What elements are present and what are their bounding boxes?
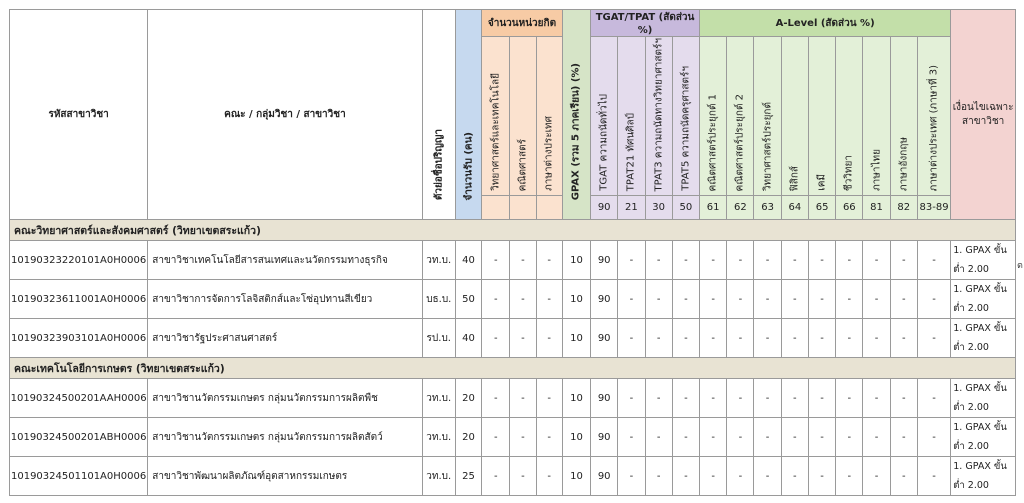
alevel-cell: -	[700, 379, 727, 418]
program-code: 10190323903101A0H0006	[10, 319, 148, 358]
alevel-cell: -	[808, 280, 835, 319]
alevel-cell: -	[890, 457, 917, 496]
header-unit-science: วิทยาศาสตร์และเทคโนโลยี	[482, 37, 510, 196]
condition-line: 1. GPAX ขั้น	[953, 383, 1007, 394]
header-unit-math: คณิตศาสตร์	[510, 37, 536, 196]
tgat-cell: -	[645, 418, 672, 457]
header-alevel-code: 65	[808, 196, 835, 220]
header-tgat-col: TPAT21 ทัศนศิลป์	[618, 37, 645, 196]
tgat-cell: -	[672, 457, 699, 496]
faculty-name: คณะวิทยาศาสตร์และสังคมศาสตร์ (วิทยาเขตสระแก้ว)	[10, 220, 1016, 241]
header-conditions: เงื่อนไขเฉพาะ สาขาวิชา	[951, 10, 1016, 220]
units-cell: -	[536, 241, 562, 280]
units-cell: -	[536, 379, 562, 418]
alevel-cell: -	[890, 280, 917, 319]
header-alevel-code: 62	[727, 196, 754, 220]
program-code: 10190324500201ABH0006	[10, 418, 148, 457]
units-cell: -	[510, 418, 536, 457]
tgat-cell: 90	[591, 379, 618, 418]
units-cell: -	[482, 319, 510, 358]
header-alevel-col: ฟิสิกส์	[781, 37, 808, 196]
alevel-cell: -	[808, 379, 835, 418]
header-unit-blank	[482, 196, 510, 220]
tgat-cell: -	[645, 319, 672, 358]
header-degree: ตัวย่อชื่อปริญญา	[422, 10, 455, 220]
condition-line: 1. GPAX ขั้น	[953, 245, 1007, 256]
table-row	[10, 379, 1016, 418]
conditions-cell	[951, 457, 1016, 496]
gpax-percent: 10	[562, 457, 590, 496]
header-alevel-col: คณิตศาสตร์ประยุกต์ 1	[700, 37, 727, 196]
alevel-cell: -	[890, 379, 917, 418]
tgat-cell: -	[618, 319, 645, 358]
units-cell: -	[536, 280, 562, 319]
header-alevel-col: วิทยาศาสตร์ประยุกต์	[754, 37, 781, 196]
header-alevel-code: 83-89	[917, 196, 950, 220]
program-code: 10190323611001A0H0006	[10, 280, 148, 319]
units-cell: -	[536, 457, 562, 496]
degree-abbr: วท.บ.	[422, 418, 455, 457]
faculty-name: คณะเทคโนโลยีการเกษตร (วิทยาเขตสระแก้ว)	[10, 358, 1016, 379]
alevel-cell: -	[836, 241, 863, 280]
tgat-cell: 90	[591, 280, 618, 319]
units-cell: -	[482, 457, 510, 496]
header-alevel-col: ชีววิทยา	[836, 37, 863, 196]
alevel-cell: -	[890, 319, 917, 358]
header-alevel-col: เคมี	[808, 37, 835, 196]
program-name: สาขาวิชารัฐประศาสนศาสตร์	[148, 319, 422, 358]
gpax-percent: 10	[562, 280, 590, 319]
units-cell: -	[536, 418, 562, 457]
header-alevel-code: 66	[836, 196, 863, 220]
condition-line: ต่ำ 2.00	[953, 264, 989, 275]
alevel-cell: -	[781, 379, 808, 418]
header-alevel-col: ภาษาไทย	[863, 37, 890, 196]
header-unit-blank	[510, 196, 536, 220]
header-code: รหัสสาขาวิชา	[10, 10, 148, 220]
alevel-cell: -	[836, 319, 863, 358]
units-cell: -	[510, 319, 536, 358]
alevel-cell: -	[781, 457, 808, 496]
alevel-cell: -	[917, 319, 950, 358]
alevel-cell: -	[727, 319, 754, 358]
program-name: สาขาวิชาพัฒนาผลิตภัณฑ์อุตสาหกรรมเกษตร	[148, 457, 422, 496]
tgat-cell: -	[618, 280, 645, 319]
alevel-cell: -	[863, 418, 890, 457]
degree-abbr: วท.บ.	[422, 379, 455, 418]
alevel-cell: -	[754, 280, 781, 319]
alevel-cell: -	[863, 280, 890, 319]
header-tgat-code: 30	[645, 196, 672, 220]
alevel-cell: -	[808, 319, 835, 358]
alevel-cell: -	[781, 418, 808, 457]
alevel-cell: -	[917, 457, 950, 496]
alevel-cell: -	[727, 241, 754, 280]
seats-count: 40	[455, 241, 481, 280]
conditions-cell	[951, 379, 1016, 418]
table-body	[10, 220, 1016, 496]
program-name: สาขาวิชานวัตกรรมเกษตร กลุ่มนวัตกรรมการผลิตสัตว์	[148, 418, 422, 457]
alevel-cell: -	[836, 379, 863, 418]
seats-count: 50	[455, 280, 481, 319]
alevel-cell: -	[727, 457, 754, 496]
alevel-cell: -	[863, 241, 890, 280]
alevel-cell: -	[700, 319, 727, 358]
degree-abbr: บธ.บ.	[422, 280, 455, 319]
alevel-cell: -	[754, 418, 781, 457]
condition-line: ต่ำ 2.00	[953, 402, 989, 413]
tgat-cell: -	[645, 379, 672, 418]
condition-line: 1. GPAX ขั้น	[953, 284, 1007, 295]
admission-table	[9, 9, 1016, 496]
alevel-cell: -	[917, 280, 950, 319]
header-tgat-code: 21	[618, 196, 645, 220]
tgat-cell: -	[645, 280, 672, 319]
degree-abbr: วท.บ.	[422, 457, 455, 496]
tgat-cell: -	[618, 418, 645, 457]
header-tgat-col: TPAT5 ความถนัดครุศาสตร์ฯ	[672, 37, 699, 196]
table-row	[10, 241, 1016, 280]
tgat-cell: -	[645, 241, 672, 280]
page-edge-mark: ต	[1017, 261, 1023, 271]
alevel-cell: -	[727, 280, 754, 319]
program-code: 10190323220101A0H0006	[10, 241, 148, 280]
tgat-cell: -	[618, 457, 645, 496]
alevel-cell: -	[754, 379, 781, 418]
seats-count: 40	[455, 319, 481, 358]
alevel-cell: -	[863, 379, 890, 418]
header-alevel-code: 63	[754, 196, 781, 220]
header-tgat-code: 50	[672, 196, 699, 220]
units-cell: -	[482, 241, 510, 280]
alevel-cell: -	[808, 241, 835, 280]
alevel-cell: -	[700, 418, 727, 457]
header-alevel-code: 61	[700, 196, 727, 220]
header-alevel-code: 82	[890, 196, 917, 220]
program-code: 10190324501101A0H0006	[10, 457, 148, 496]
conditions-cell	[951, 280, 1016, 319]
tgat-cell: 90	[591, 319, 618, 358]
alevel-cell: -	[917, 418, 950, 457]
program-name: สาขาวิชาเทคโนโลยีสารสนเทศและนวัตกรรมทางธุรกิจ	[148, 241, 422, 280]
units-cell: -	[510, 241, 536, 280]
alevel-cell: -	[836, 418, 863, 457]
alevel-cell: -	[863, 319, 890, 358]
tgat-cell: -	[672, 418, 699, 457]
units-cell: -	[510, 457, 536, 496]
header-units-group: จำนวนหน่วยกิต	[482, 10, 563, 37]
degree-abbr: วท.บ.	[422, 241, 455, 280]
alevel-cell: -	[754, 319, 781, 358]
seats-count: 20	[455, 379, 481, 418]
alevel-cell: -	[781, 241, 808, 280]
condition-line: 1. GPAX ขั้น	[953, 323, 1007, 334]
table-row	[10, 280, 1016, 319]
alevel-cell: -	[808, 457, 835, 496]
gpax-percent: 10	[562, 379, 590, 418]
alevel-cell: -	[863, 457, 890, 496]
alevel-cell: -	[781, 280, 808, 319]
alevel-cell: -	[754, 457, 781, 496]
tgat-cell: -	[672, 319, 699, 358]
header-seats: จำนวนรับ (คน)	[455, 10, 481, 220]
header-alevel-code: 64	[781, 196, 808, 220]
condition-line: ต่ำ 2.00	[953, 480, 989, 491]
header-tgat-group: TGAT/TPAT (สัดส่วน %)	[591, 10, 700, 37]
header-faculty-program: คณะ / กลุ่มวิชา / สาขาวิชา	[148, 10, 422, 220]
alevel-cell: -	[890, 418, 917, 457]
header-tgat-col: TPAT3 ความถนัดทางวิทยาศาสตร์ฯ	[645, 37, 672, 196]
table-row	[10, 457, 1016, 496]
header-gpax: GPAX (รวม 5 ภาคเรียน) (%)	[562, 10, 590, 220]
tgat-cell: -	[672, 379, 699, 418]
tgat-cell: -	[645, 457, 672, 496]
alevel-cell: -	[727, 418, 754, 457]
alevel-cell: -	[700, 280, 727, 319]
tgat-cell: -	[672, 241, 699, 280]
degree-abbr: รป.บ.	[422, 319, 455, 358]
alevel-cell: -	[836, 280, 863, 319]
conditions-cell	[951, 418, 1016, 457]
faculty-row	[10, 220, 1016, 241]
header-tgat-code: 90	[591, 196, 618, 220]
units-cell: -	[482, 379, 510, 418]
alevel-cell: -	[700, 457, 727, 496]
program-code: 10190324500201AAH0006	[10, 379, 148, 418]
header-alevel-col: คณิตศาสตร์ประยุกต์ 2	[727, 37, 754, 196]
conditions-cell	[951, 319, 1016, 358]
units-cell: -	[510, 280, 536, 319]
condition-line: ต่ำ 2.00	[953, 441, 989, 452]
tgat-cell: 90	[591, 241, 618, 280]
faculty-row	[10, 358, 1016, 379]
units-cell: -	[482, 280, 510, 319]
header-alevel-group: A-Level (สัดส่วน %)	[700, 10, 951, 37]
table-row	[10, 319, 1016, 358]
units-cell: -	[510, 379, 536, 418]
alevel-cell: -	[700, 241, 727, 280]
units-cell: -	[482, 418, 510, 457]
header-tgat-col: TGAT ความถนัดทั่วไป	[591, 37, 618, 196]
alevel-cell: -	[917, 379, 950, 418]
alevel-cell: -	[808, 418, 835, 457]
gpax-percent: 10	[562, 418, 590, 457]
condition-line: 1. GPAX ขั้น	[953, 461, 1007, 472]
tgat-cell: -	[618, 241, 645, 280]
header-unit-language: ภาษาต่างประเทศ	[536, 37, 562, 196]
header-alevel-col: ภาษาอังกฤษ	[890, 37, 917, 196]
units-cell: -	[536, 319, 562, 358]
seats-count: 20	[455, 418, 481, 457]
header-unit-blank	[536, 196, 562, 220]
header-alevel-col: ภาษาต่างประเทศ (ภาษาที่ 3)	[917, 37, 950, 196]
program-name: สาขาวิชานวัตกรรมเกษตร กลุ่มนวัตกรรมการผลิตพืช	[148, 379, 422, 418]
gpax-percent: 10	[562, 319, 590, 358]
program-name: สาขาวิชาการจัดการโลจิสติกส์และโซ่อุปทานสีเขียว	[148, 280, 422, 319]
condition-line: 1. GPAX ขั้น	[953, 422, 1007, 433]
alevel-cell: -	[890, 241, 917, 280]
alevel-cell: -	[781, 319, 808, 358]
condition-line: ต่ำ 2.00	[953, 342, 989, 353]
conditions-cell	[951, 241, 1016, 280]
alevel-cell: -	[836, 457, 863, 496]
header-alevel-code: 81	[863, 196, 890, 220]
alevel-cell: -	[917, 241, 950, 280]
table-row	[10, 418, 1016, 457]
alevel-cell: -	[727, 379, 754, 418]
tgat-cell: -	[672, 280, 699, 319]
tgat-cell: 90	[591, 457, 618, 496]
tgat-cell: 90	[591, 418, 618, 457]
alevel-cell: -	[754, 241, 781, 280]
condition-line: ต่ำ 2.00	[953, 303, 989, 314]
tgat-cell: -	[618, 379, 645, 418]
gpax-percent: 10	[562, 241, 590, 280]
seats-count: 25	[455, 457, 481, 496]
